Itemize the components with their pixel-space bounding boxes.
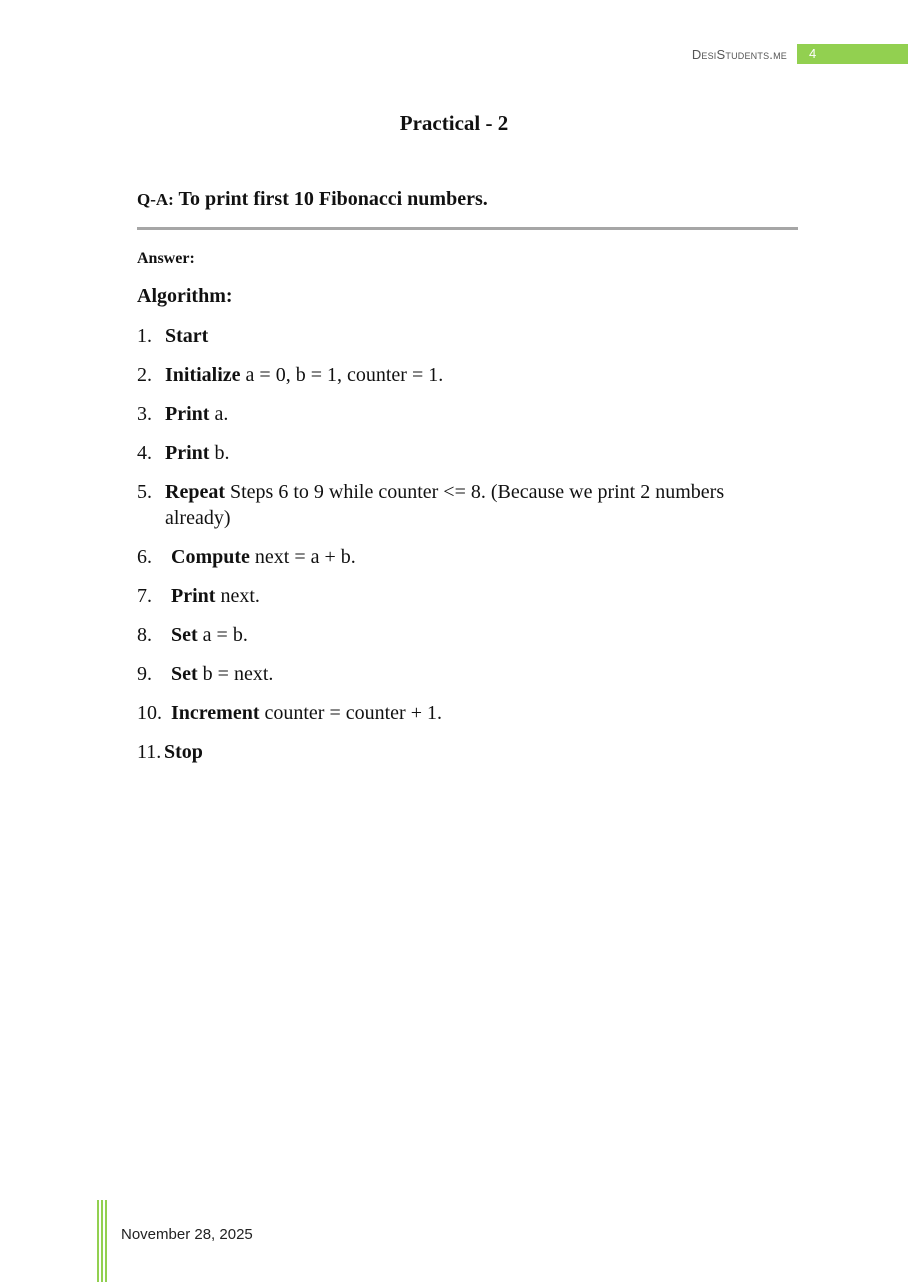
question xyxy=(137,188,488,211)
step-keyword: Print xyxy=(165,442,210,464)
step-number: 10. xyxy=(137,702,162,724)
footer-date: November 28, 2025 xyxy=(121,1226,253,1243)
step-item xyxy=(137,622,777,648)
step-item xyxy=(137,661,777,687)
step-text: a. xyxy=(209,403,229,425)
step-keyword: Compute xyxy=(171,546,250,568)
step-number: 3. xyxy=(137,403,152,425)
page-number-badge: 4 xyxy=(797,44,908,64)
step-text: counter = counter + 1. xyxy=(259,702,442,724)
step-keyword: Initialize xyxy=(165,364,241,386)
step-item xyxy=(137,440,777,466)
question-label: Q-A: xyxy=(137,190,174,209)
footer-accent-bar xyxy=(97,1200,109,1282)
step-number: 9. xyxy=(137,663,152,685)
step-keyword: Set xyxy=(171,663,198,685)
step-text: Steps 6 to 9 while counter <= 8. (Because we print 2 numbers already) xyxy=(165,481,725,529)
step-keyword: Repeat xyxy=(165,481,225,503)
step-item xyxy=(137,479,777,531)
step-item xyxy=(137,583,777,609)
page-header xyxy=(692,44,908,64)
step-item xyxy=(137,323,777,349)
divider xyxy=(137,227,798,230)
step-keyword: Print xyxy=(165,403,210,425)
step-number: 5. xyxy=(137,481,152,503)
step-text: a = 0, b = 1, counter = 1. xyxy=(240,364,444,386)
step-item xyxy=(137,362,777,388)
step-number: 2. xyxy=(137,364,152,386)
algorithm-steps xyxy=(137,323,777,778)
step-number: 6. xyxy=(137,546,152,568)
step-keyword: Print xyxy=(171,585,216,607)
step-item xyxy=(137,739,777,765)
step-number: 7. xyxy=(137,585,152,607)
site-name: DesiStudents.me xyxy=(691,46,787,62)
step-text: b. xyxy=(209,442,230,464)
step-number: 8. xyxy=(137,624,152,646)
page-title: Practical - 2 xyxy=(399,111,509,135)
step-text: next = a + b. xyxy=(249,546,356,568)
step-number: 11. xyxy=(137,741,162,763)
step-item xyxy=(137,401,777,427)
step-keyword: Stop xyxy=(164,741,203,763)
step-item xyxy=(137,544,777,570)
algorithm-heading: Algorithm: xyxy=(137,285,233,307)
step-text: next. xyxy=(215,585,260,607)
step-number: 1. xyxy=(137,325,152,347)
step-keyword: Set xyxy=(171,624,198,646)
step-keyword: Increment xyxy=(171,702,260,724)
step-number: 4. xyxy=(137,442,152,464)
step-item xyxy=(137,700,777,726)
step-text: a = b. xyxy=(197,624,248,646)
step-text: b = next. xyxy=(197,663,274,685)
step-keyword: Start xyxy=(165,325,209,347)
answer-label: Answer: xyxy=(137,250,195,267)
question-text: To print first 10 Fibonacci numbers. xyxy=(178,188,488,210)
